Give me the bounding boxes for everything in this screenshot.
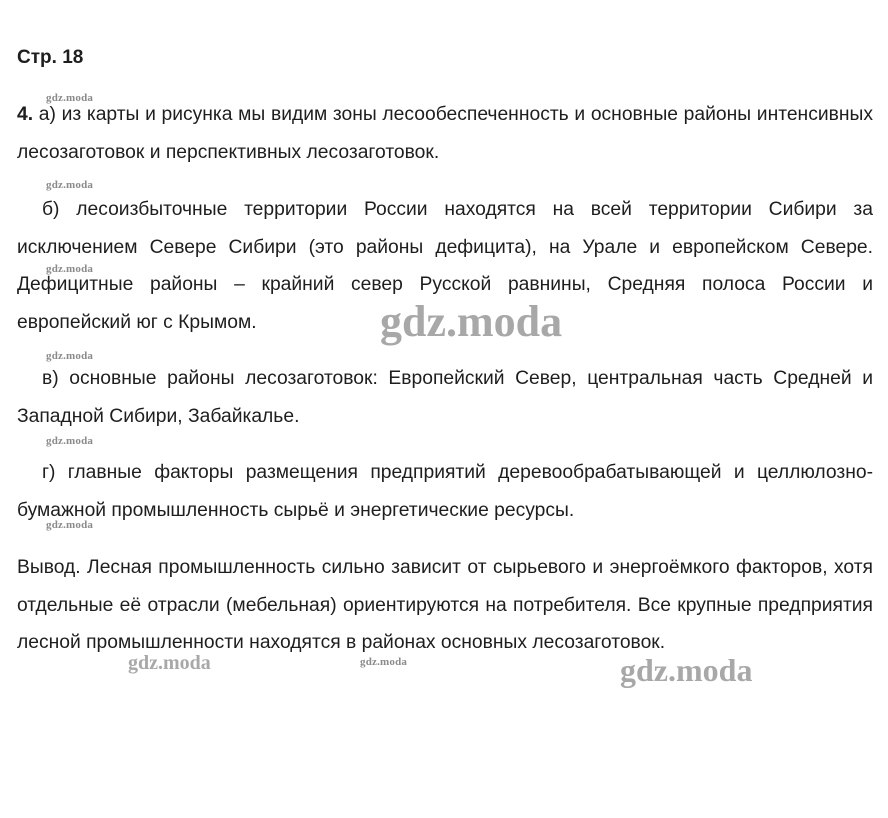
task-item-b: б) лесоизбыточные территории России находятся на всей территории Сибири за исключением Севере Сибири (это районы дефицита), на Урале и европейском Севере. Дефицитные районы – крайний север Русской равнины, Средняя полоса России и европейский юг с Крымом. xyxy=(17,199,873,333)
task-number: 4. xyxy=(17,104,34,125)
watermark-small: gdz.moda xyxy=(46,350,94,362)
conclusion-paragraph: Вывод. Лесная промышленность сильно зависит от сырьевого и энергоёмкого факторов, хотя отдельные её отрасли (мебельная) ориентируются на потребителя. Все крупные предприятия лесной промышленности находятся в районах основных лесозаготовок. xyxy=(17,557,873,653)
task-item-a xyxy=(17,96,873,171)
watermark-small: gdz.moda xyxy=(360,656,408,668)
watermark-small: gdz.moda xyxy=(46,263,94,275)
watermark-large: gdz.moda xyxy=(128,652,211,674)
watermark-large: gdz.moda xyxy=(620,652,753,688)
watermark-small: gdz.moda xyxy=(46,519,94,531)
page-header: Стр. 18 xyxy=(17,47,84,68)
task-item-a-text: а) из карты и рисунка мы видим зоны лесообеспеченность и основные районы интенсивных лесозаготовок и перспективных лесозаготовок. xyxy=(17,104,874,163)
task-item-v: в) основные районы лесозаготовок: Европейский Север, центральная часть Средней и Западной Сибири, Забайкалье. xyxy=(17,368,873,427)
watermark-small: gdz.moda xyxy=(46,92,94,104)
watermark-small: gdz.moda xyxy=(46,179,94,191)
task-item-g: г) главные факторы размещения предприятий деревообрабатывающей и целлюлозно-бумажной промышленность сырьё и энергетические ресурсы. xyxy=(17,462,873,521)
watermark-small: gdz.moda xyxy=(46,435,94,447)
watermark-large: gdz.moda xyxy=(380,297,563,346)
